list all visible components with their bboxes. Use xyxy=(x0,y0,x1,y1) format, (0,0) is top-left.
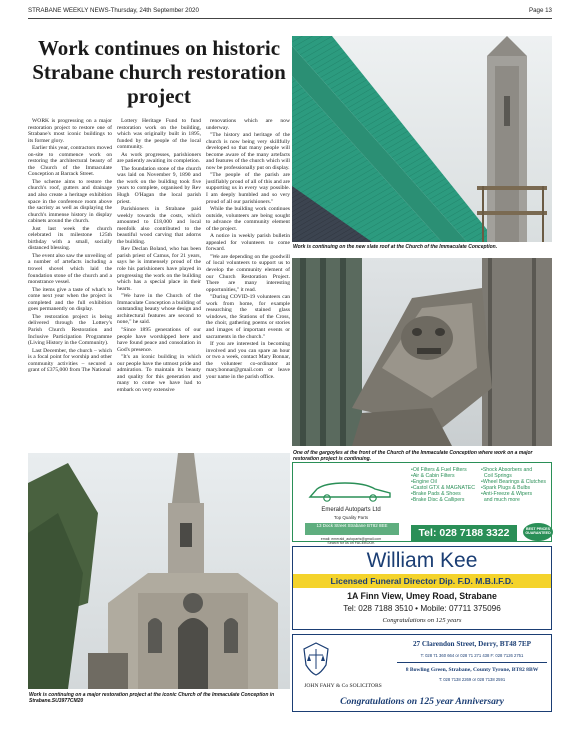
church-photo xyxy=(28,453,290,689)
article-column xyxy=(28,118,112,406)
emerald-autoparts-ad xyxy=(292,462,552,545)
car-logo-icon xyxy=(305,479,395,503)
parts-list-item: •Brake Pads & Shoes xyxy=(411,491,461,498)
article-paragraph: The scheme aims to restore the church's roof, gutters and drainage and also create a heritage exhibition space in the conference room above the sacristy as well as displaying the church's immense history in display cabinets around the church. xyxy=(28,178,112,225)
fahy-strabane-address: 8 Bowling Green, Strabane, County Tyrone, BT82 8BW xyxy=(405,667,539,673)
emerald-email: email: emerald_autoparts@gmail.com xyxy=(320,537,382,541)
law-crest-icon xyxy=(301,641,331,677)
article-paragraph: "During COVID-19 volunteers can work from home, for example researching the stained glass windows, the Stations of the Cross, the choir, gathering poems or stories and images of important events or sacraments in the church." xyxy=(206,294,290,340)
article-paragraph: The foundation stone of the church was laid on November 9, 1890 and the work on the building took five years to complete, organised by Rev Hugh O'Hagan the local parish priest. xyxy=(117,165,201,205)
publication-line: STRABANE WEEKLY NEWS-Thursday, 24th September 2020 xyxy=(28,7,199,14)
masthead-rule xyxy=(28,18,552,19)
emerald-brand-block xyxy=(295,465,407,545)
article-paragraph: A notice in weekly parish bulletin appealed for volunteers to come forward. xyxy=(206,233,290,253)
article-paragraph: Last December, the church – which is a focal point for worship and other community activities – secured a grant of £375,000 from The National xyxy=(28,347,112,374)
emerald-address: 13 Dock Street Strabane BT82 8EE xyxy=(305,523,399,535)
article-paragraph: "Since 1895 generations of our people have worshipped here and have found peace and consolation in God's presence. xyxy=(117,326,201,353)
fahy-strabane-phone: T: 028 7138 2269 or 028 7138 2591 xyxy=(438,677,506,682)
parts-list-item: •Shock Absorbers and xyxy=(481,467,533,473)
kee-licence: Licensed Funeral Director Dip. F.D. M.B.I.F.D. xyxy=(293,574,551,588)
article-paragraph: Lottery Heritage Fund to fund restoration work on the building, which was originally built in 1895, funded by the people of the local community. xyxy=(117,118,201,151)
parts-list-item: •Spark Plugs & Bulbs xyxy=(481,485,531,492)
william-kee-ad xyxy=(292,546,552,630)
article-paragraph: Earlier this year, contractors moved on-site to commence work on restoring the architectural beauty of the Church of the Immaculate Conception at Barrack Street. xyxy=(28,145,112,178)
article-paragraph: "The history and heritage of the church is now being very skillfully developed so that many people will become aware of the many artefacts and features of the church which will now be professionally put on display. xyxy=(206,132,290,171)
parts-list-item: •Castol GTX & MAGNATEC xyxy=(411,485,475,492)
kee-congratulations: Congratulations on 125 years xyxy=(382,617,462,624)
roof-photo xyxy=(292,36,552,242)
article-paragraph: If you are interested in becoming involved and you can spare an hour or two a week, contact Mary Bonnar, the volunteer co-ordinator at mary.bonnar@gmail.com or leave your name in the parish office. xyxy=(206,341,290,380)
article-paragraph: "We have in the Church of the Immaculate Conception a building of outstanding beauty whose design and architectural features are second to none," he said. xyxy=(117,293,201,326)
article-paragraph: The restoration project is being delivered through the Lottery's Parish Church Restoration and Inclusive Participation Programme (Living History in the Community). xyxy=(28,313,112,347)
article-paragraph: WORK is progressing on a major restoration project to restore one of Strabane's most iconic buildings to its former glory. xyxy=(28,118,112,144)
article-paragraph: "It's an iconic building in which our people have the utmost pride and admiration. To maintain its beauty and quality for this generation and many to come we have had to embark on very extensive xyxy=(117,354,201,393)
article-paragraph: Parishioners in Strabane paid weekly towards the costs, which amounted to £18,000 and local menfolk also contributed to the beautiful wood carving that adorns the building. xyxy=(117,206,201,245)
john-fahy-ad xyxy=(292,634,552,712)
kee-name: William Kee xyxy=(366,549,478,572)
parts-list-item: •Anti-Freeze & Wipers xyxy=(481,491,533,498)
article-paragraph: Just last week the church celebrated its milestone 125th birthday with a small, socially distanced blessing. xyxy=(28,225,112,252)
parts-list-item: •Brake Disc & Callipers xyxy=(411,497,465,504)
kee-address: 1A Finn View, Umey Road, Strabane xyxy=(347,591,497,601)
kee-phone: Tel: 028 7188 3510 • Mobile: 07711 375096 xyxy=(343,604,501,613)
gargoyle-caption: One of the gargoyles at the front of the Church of the Immaculate Conception where work on a major restoration project is continuing. xyxy=(293,450,533,462)
emerald-company-name: Emerald Autoparts Ltd xyxy=(321,507,381,513)
article-paragraph: "We are depending on the goodwill of local volunteers to support us to develop the community element of our Church Restoration Project. There are many interesting opportunities," it read. xyxy=(206,253,290,293)
emerald-parts-list-right xyxy=(481,467,553,504)
roof-caption: Work is continuing on the new slate roof at the Church of the Immaculate Conception. xyxy=(293,244,498,250)
article-paragraph: The event also saw the unveiling of a number of artefacts including a trowel shovel which laid the foundation stone of the church and a monstrance vessel. xyxy=(28,252,112,286)
article-headline: Work continues on historic Strabane church restoration project xyxy=(32,36,286,108)
fahy-congratulations: Congratulations on 125 year Anniversary xyxy=(340,696,504,707)
parts-list-item: •Oil Filters & Fuel Filters xyxy=(411,467,467,473)
article-column xyxy=(206,118,290,406)
article-column xyxy=(117,118,201,406)
article-paragraph: renovations which are now underway. xyxy=(206,118,290,131)
parts-list-item: Coil Springs xyxy=(481,473,512,480)
page-number: Page 13 xyxy=(528,7,552,14)
fahy-derry-address: 27 Clarendon Street, Derry, BT48 7EP xyxy=(412,640,532,648)
church-caption: Work is continuing on a major restoration project at the iconic Church of the Immaculate Conception in Strabane.SU3977CM20 xyxy=(29,692,275,704)
emerald-parts-list-left xyxy=(411,467,481,504)
article-paragraph: "The people of the parish are justifiably proud of all of this and are supporting us in every way possible. I am deeply humbled and so very proud of all our parishioners." xyxy=(206,172,290,205)
emerald-phone: Tel: 028 7188 3322 xyxy=(411,525,517,541)
parts-list-item: •Wheel Bearings & Clutches xyxy=(481,479,546,486)
article-paragraph: As work progresses, parishioners are patiently awaiting its completion. xyxy=(117,151,201,165)
best-prices-badge: BEST PRICES GUARANTEED xyxy=(523,523,553,541)
fahy-firm-name: JOHN FAHY & Co SOLICITORS xyxy=(304,683,382,689)
article-paragraph: While the building work continues outside, volunteers are being sought to advance the community element of the project. xyxy=(206,206,290,232)
emerald-facebook: Search for us on FACEBOOK xyxy=(327,541,375,545)
parts-list-item: •Engine Oil xyxy=(411,479,437,486)
parts-list-item: and much more xyxy=(481,497,520,504)
fahy-divider xyxy=(397,662,547,663)
article-paragraph: The items give a taste of what's to come next year when the project is completed and the full exhibition goes permanently on display. xyxy=(28,286,112,313)
gargoyle-photo xyxy=(292,258,552,446)
parts-list-item: •Air & Cabin Filters xyxy=(411,473,455,480)
fahy-derry-phone: T: 028 71 360 664 or 028 71 271 438 F: 028 7126 2751 xyxy=(420,653,524,658)
article-body xyxy=(28,118,290,406)
article-paragraph: Rev Declan Boland, who has been parish priest of Camus, for 21 years, says he is immensely proud of the role his parishioners have played in progressing the work on the building which has a special place in their hearts. xyxy=(117,246,201,292)
emerald-tagline: Top Quality Parts xyxy=(333,515,369,520)
